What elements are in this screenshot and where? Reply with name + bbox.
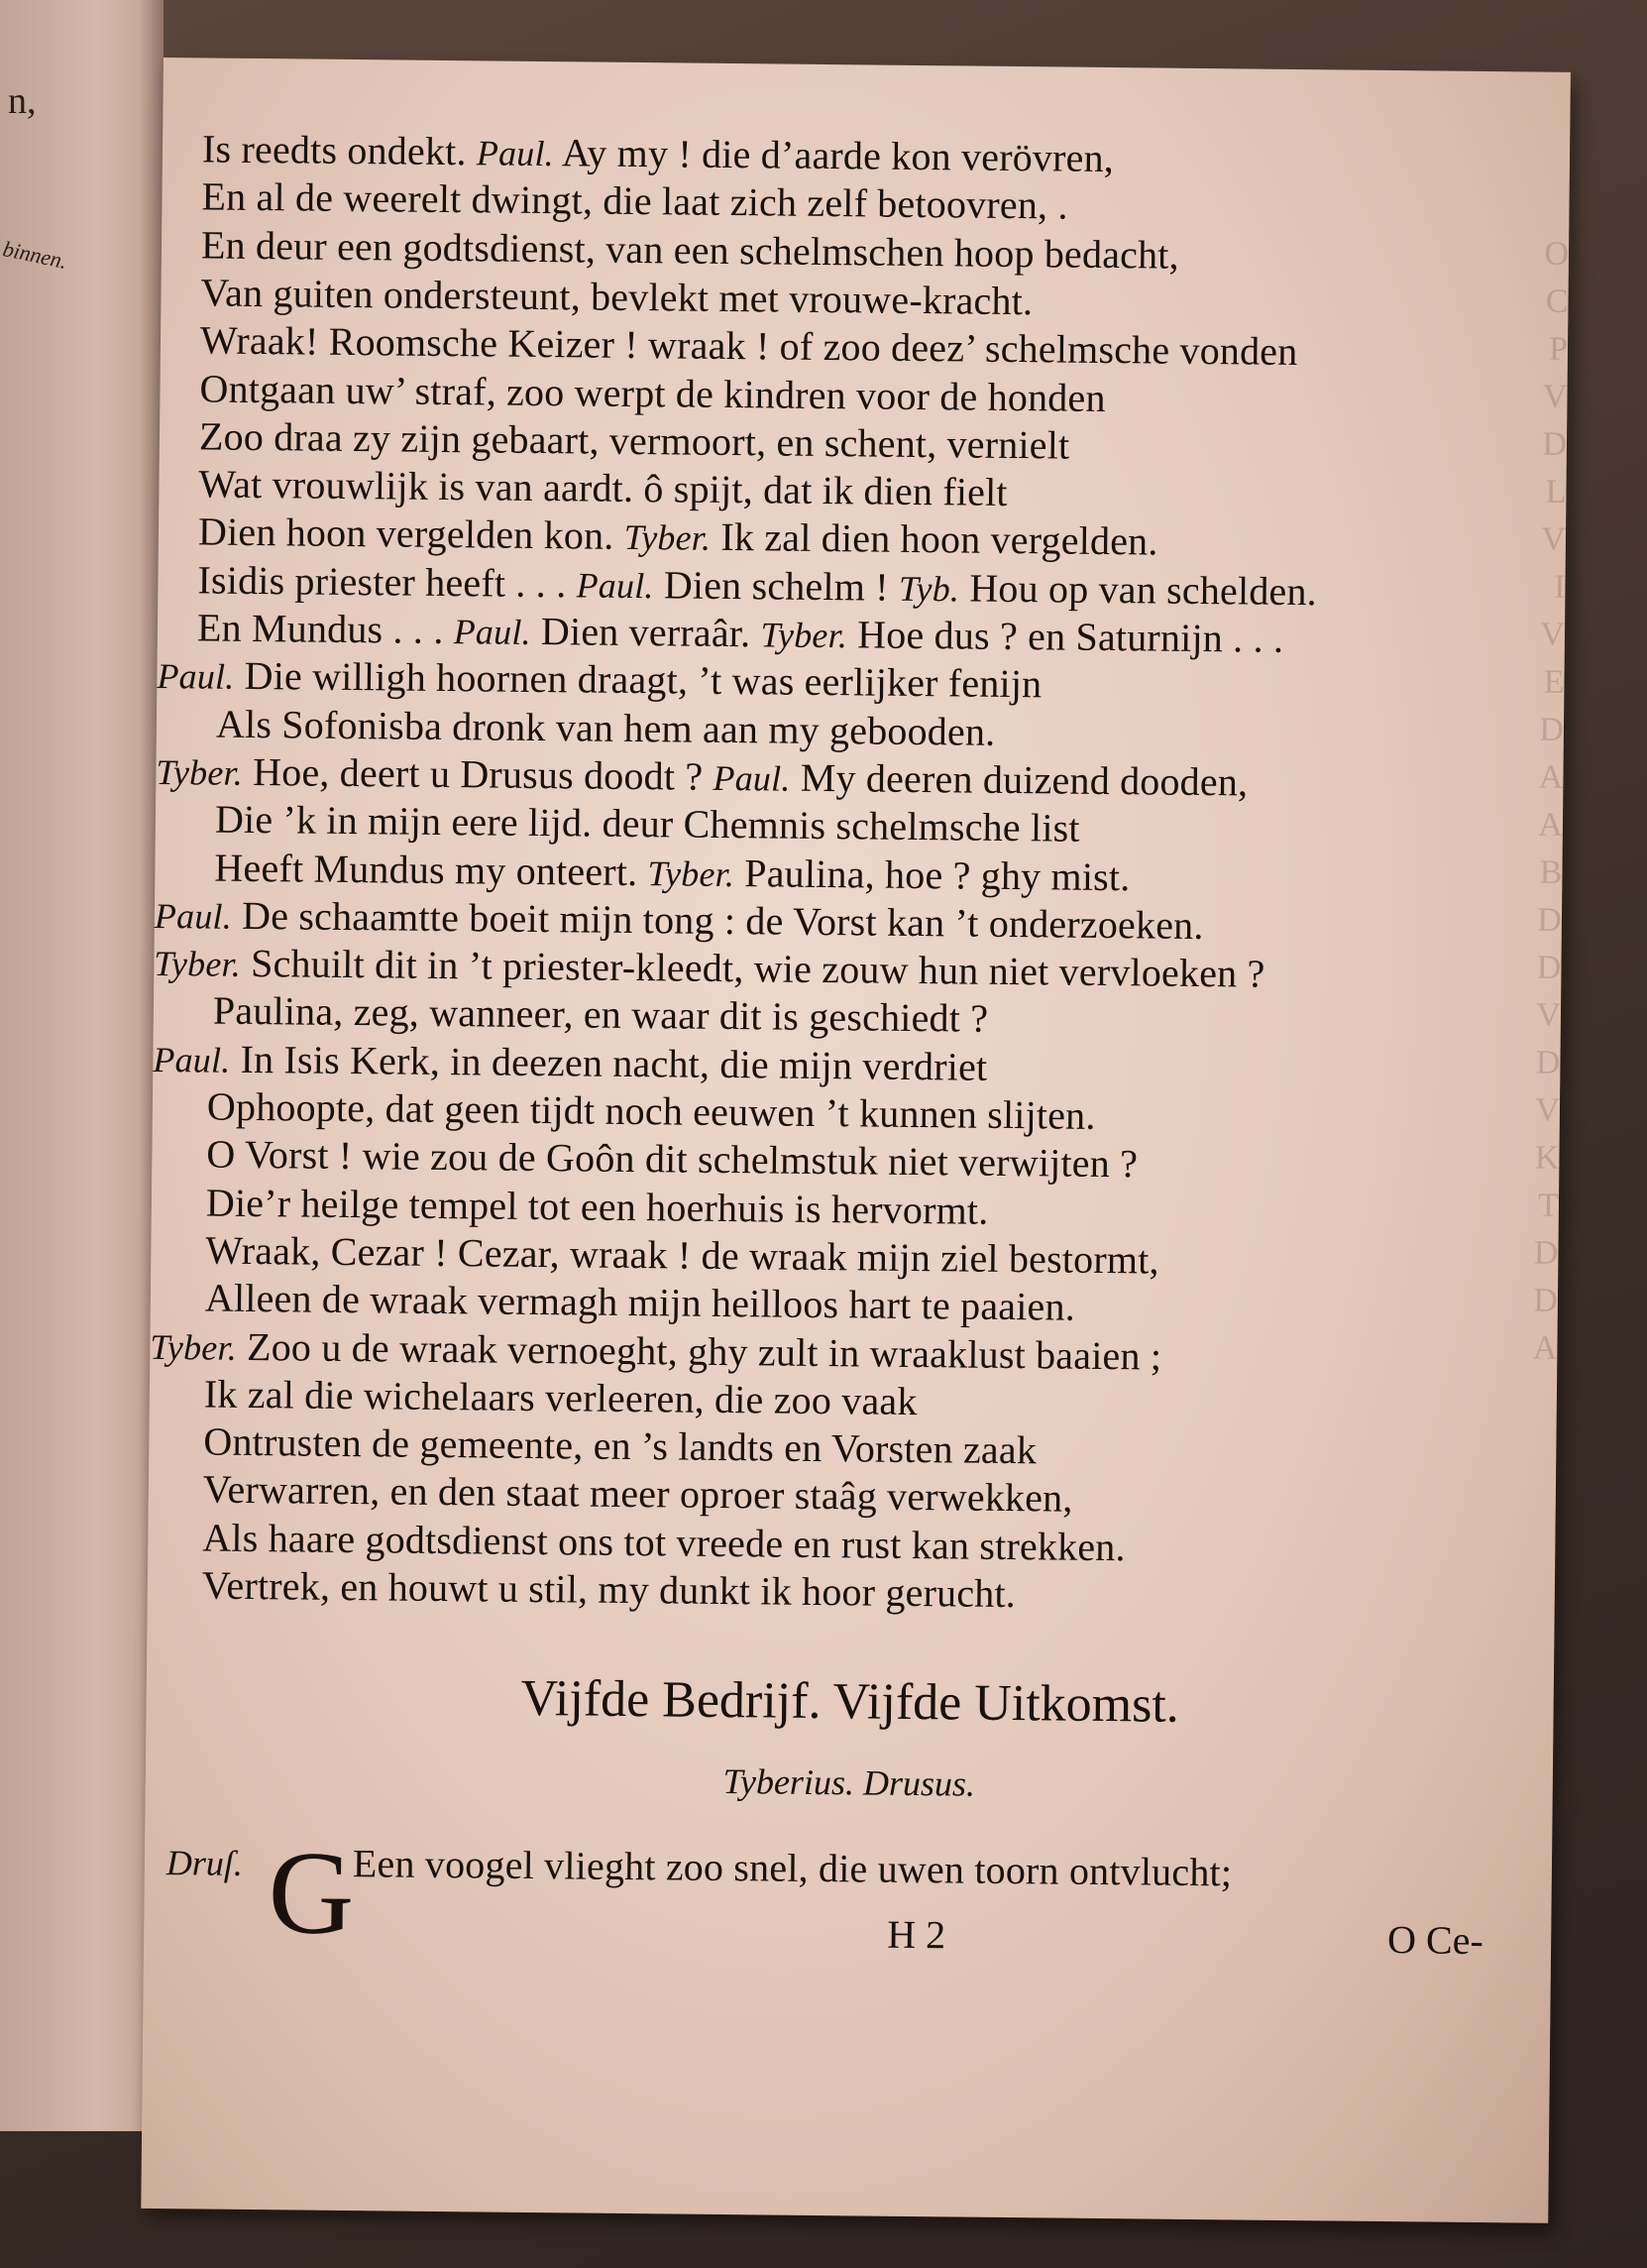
verse-text: Hoe, deert u Drusus doodt ? xyxy=(242,748,714,799)
verse-lines xyxy=(141,57,1571,2223)
verse-line xyxy=(203,1466,1073,1522)
verse-line xyxy=(207,1083,1096,1139)
verse-text: Die ’k in mijn eere lijd. deur Chemnis schelmsche list xyxy=(214,796,1080,850)
verse-line xyxy=(204,1370,918,1424)
verse-text: Als Sofonisba dronk van hem aan my gebooden. xyxy=(215,701,996,754)
speaker-label: Paul. xyxy=(153,1039,231,1080)
verse-text: Hou op van schelden. xyxy=(958,565,1318,614)
speaker-label: Paul. xyxy=(453,612,531,652)
verse-text: Ay my ! die d’aarde kon verövren, xyxy=(553,130,1115,181)
verse-line xyxy=(201,221,1179,278)
verse-line xyxy=(202,125,1114,181)
speaker-label: Paul. xyxy=(713,757,791,799)
verse-line xyxy=(198,460,1008,515)
verse-line xyxy=(202,1514,1126,1570)
verse-text: Ophoopte, dat geen tijdt noch eeuwen ’t kunnen slijten. xyxy=(206,1083,1096,1138)
act-scene-heading: Vijfde Bedrijf. Vijfde Uitkomst. xyxy=(520,1669,1180,1734)
verse-line xyxy=(199,365,1106,421)
signature-mark: H 2 xyxy=(886,1911,946,1958)
verse-line xyxy=(153,1035,987,1090)
verse-text: Ontrusten de gemeente, en ’s landts en Vorsten zaak xyxy=(203,1418,1038,1473)
speaker-label: Tyber. xyxy=(156,751,244,793)
verse-line xyxy=(202,1561,1017,1617)
verse-text: Hoe dus ? en Saturnijn . . . xyxy=(846,612,1284,661)
speaker-label: Tyber. xyxy=(760,615,848,656)
speaker-label: Tyber. xyxy=(647,852,735,894)
verse-text: En al de weerelt dwingt, die laat zich zelf betoovren, . xyxy=(201,173,1068,228)
verse-line xyxy=(206,1179,989,1233)
verse-line: Een voogel vlieght zoo snel, die uwen toorn ontvlucht; xyxy=(352,1841,1233,1895)
speaker-label: Druſ. xyxy=(165,1843,244,1883)
drop-capital: G xyxy=(267,1826,355,1960)
verse-text: Isidis priester heeft . . . xyxy=(197,557,577,607)
verse-text: Wraak! Roomsche Keizer ! wraak ! of zoo deez’ schelmsche vonden xyxy=(199,317,1298,375)
verse-text: Dien verraâr. xyxy=(530,608,761,656)
verse-line xyxy=(205,1226,1159,1283)
verse-text: Verwarren, en den staat meer oproer staâg verwekken, xyxy=(202,1466,1073,1522)
verse-text: Wat vrouwlijk is van aardt. ô spijt, dat ik dien fielt xyxy=(198,461,1009,515)
verse-text: En deur een godtsdienst, van een schelmschen hoop bedacht, xyxy=(200,222,1180,278)
verse-text: Dien hoon vergelden kon. xyxy=(197,509,624,559)
book-page xyxy=(141,57,1571,2223)
verse-text: Ik zal dien hoon vergelden. xyxy=(710,514,1158,564)
verse-line xyxy=(216,700,996,754)
speaker-label: Paul. xyxy=(576,565,654,606)
verse-text: De schaamtte boeit mijn tong : de Vorst kan ’t onderzoeken. xyxy=(231,892,1204,948)
verse-text: Dien schelm ! xyxy=(653,561,900,610)
verse-line xyxy=(214,844,1131,900)
verse-text: Alleen de wraak vermagh mijn heilloos hart te paaien. xyxy=(204,1275,1076,1329)
verse-text: Zoo draa zy zijn gebaart, vermoort, en schent, vernielt xyxy=(198,413,1070,468)
verse-line xyxy=(157,651,1042,707)
verse-text: Ontgaan uw’ straf, zoo werpt de kindren voor de honden xyxy=(199,365,1106,420)
verse-text: Zoo u de wraak vernoeght, ghy zult in wraaklust baaien ; xyxy=(236,1323,1162,1379)
verse-text: En Mundus . . . xyxy=(196,605,454,653)
verse-text: Die’r heilge tempel tot een hoerhuis is hervormt. xyxy=(205,1180,989,1233)
verse-text: O Vorst ! wie zou de Goôn dit schelmstuk niet verwijten ? xyxy=(206,1131,1139,1187)
speaker-label: Tyber. xyxy=(150,1326,238,1368)
verse-text: Heeft Mundus my onteert. xyxy=(214,845,648,894)
verse-line xyxy=(199,412,1070,468)
verse-line xyxy=(205,1275,1076,1330)
verse-line xyxy=(206,1131,1138,1188)
dramatis-personae: Tyberius. Drusus. xyxy=(722,1761,976,1804)
catchword: O Ce- xyxy=(1386,1917,1484,1964)
verse-text: Vertrek, en houwt u stil, my dunkt ik hoor gerucht. xyxy=(201,1562,1017,1617)
verse-text: Van guiten ondersteunt, bevlekt met vrouwe-kracht. xyxy=(200,270,1034,324)
speaker-label: Paul. xyxy=(157,656,235,698)
verse-text: Ik zal die wichelaars verleeren, die zoo vaak xyxy=(203,1371,918,1423)
verse-text: Als haare godtsdienst ons tot vreede en rust kan strekken. xyxy=(202,1515,1126,1569)
verse-text: Is reedts ondekt. xyxy=(201,126,478,174)
speaker-label: Paul. xyxy=(154,895,233,937)
verse-line xyxy=(200,269,1033,324)
facing-page-left xyxy=(0,0,164,2131)
bleed-through-text: O C P V D L V I V E D A A B D D V D V K T D D A xyxy=(1532,235,1570,1367)
facing-page-fragment: n, xyxy=(8,80,37,122)
verse-line xyxy=(203,1418,1037,1474)
verse-line xyxy=(201,173,1068,229)
verse-text: My deeren duizend dooden, xyxy=(790,754,1249,805)
verse-text: Paulina, hoe ? ghy mist. xyxy=(733,850,1131,899)
verse-text: In Isis Kerk, in deezen nacht, die mijn verdriet xyxy=(230,1036,988,1089)
verse-line xyxy=(198,509,1158,565)
verse-text: Die willigh hoornen draagt, ’t was eerlijker fenijn xyxy=(234,653,1043,707)
speaker-label: Tyber. xyxy=(623,517,712,559)
verse-line xyxy=(213,987,989,1042)
verse-line xyxy=(215,796,1080,851)
speaker-label: Paul. xyxy=(476,133,555,174)
verse-text: Paulina, zeg, wanneer, en waar dit is geschiedt ? xyxy=(212,987,989,1042)
speaker-label: Tyb. xyxy=(898,568,960,610)
speaker-label: Tyber. xyxy=(154,944,242,984)
facing-page-marginal-note: binnen. xyxy=(0,236,69,275)
verse-text: Schuilt dit in ’t priester-kleedt, wie zouw hun niet vervloeken ? xyxy=(240,940,1265,996)
verse-text: Wraak, Cezar ! Cezar, wraak ! de wraak mijn ziel bestormt, xyxy=(205,1227,1159,1283)
